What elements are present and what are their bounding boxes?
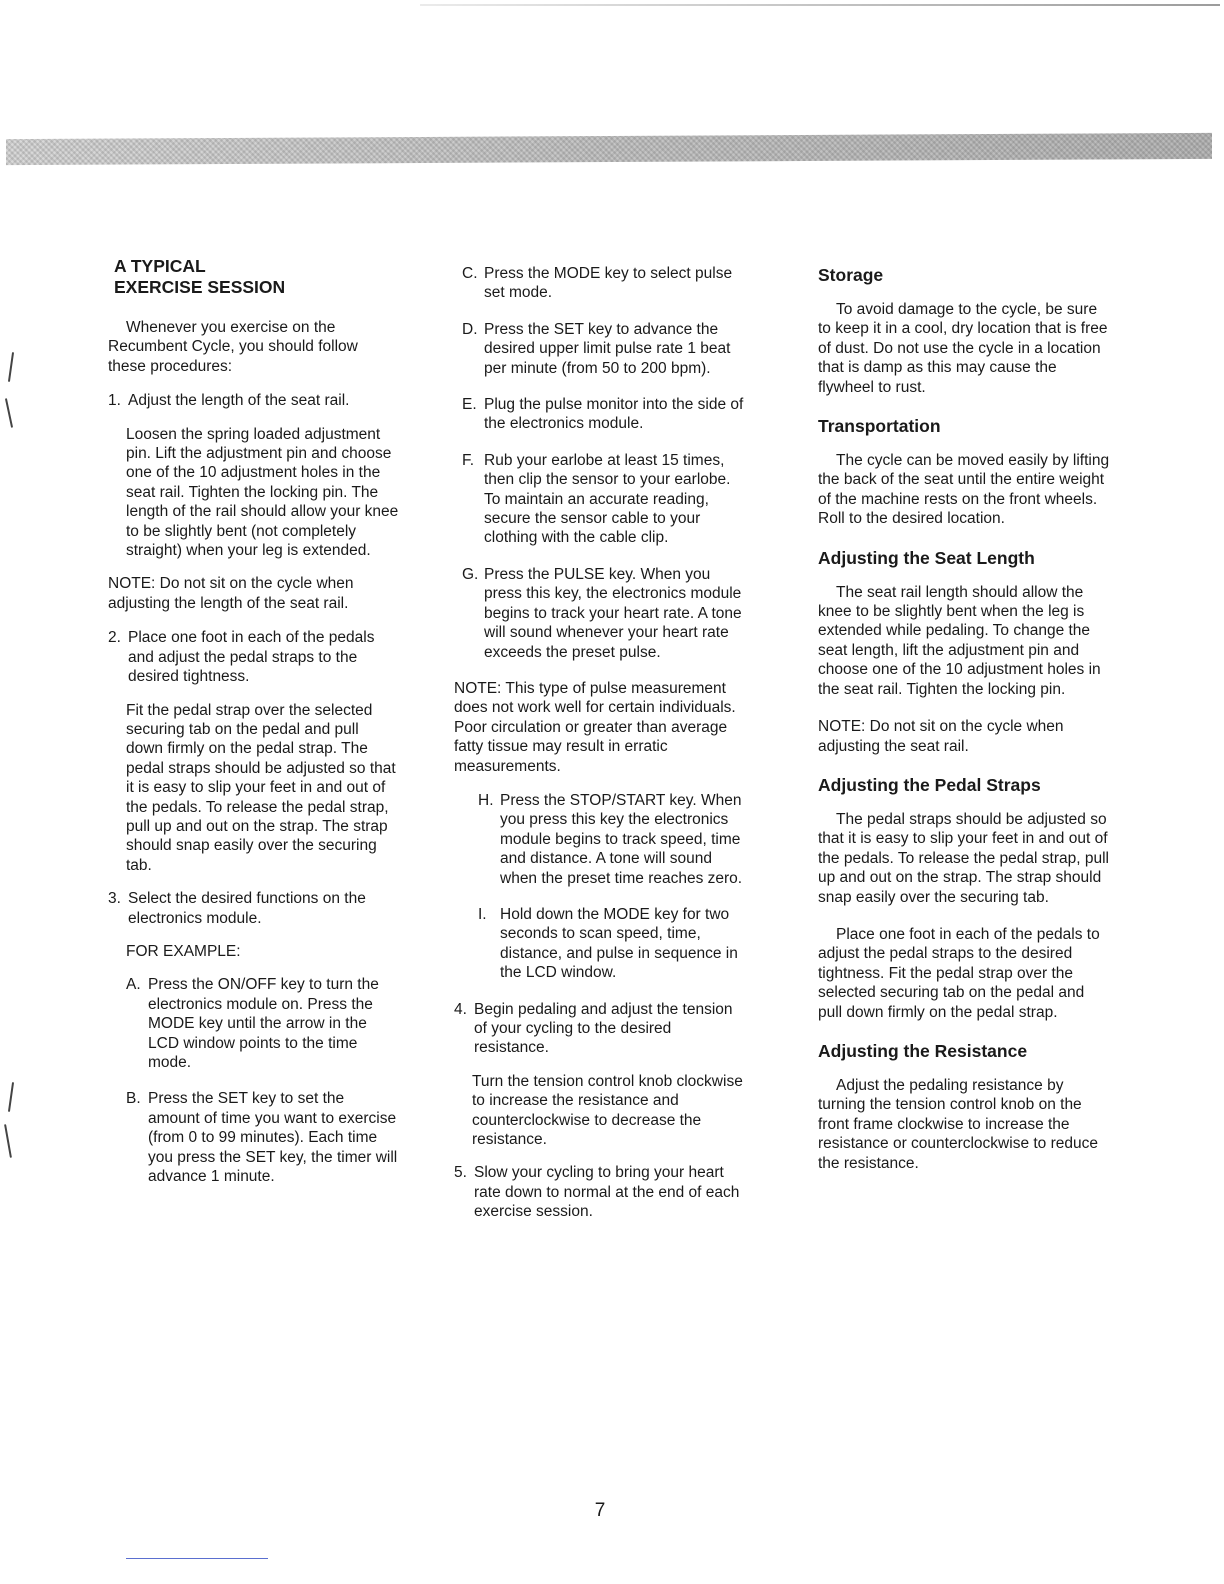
margin-mark: [8, 1082, 14, 1112]
column-right: [812, 264, 1110, 1191]
step-text: Begin pedaling and adjust the tension of your cycling to the desired resistance.: [474, 1000, 733, 1057]
step-5: [454, 1163, 749, 1221]
step-4: [454, 1000, 749, 1058]
step-letter: G.: [462, 565, 479, 583]
step-detail-text: Turn the tension control knob clockwise to increase the resistance and counterclockwise to decrease the resistance.: [472, 1072, 743, 1149]
step-b: [126, 1089, 400, 1186]
intro-paragraph: Whenever you exercise on the Recumbent Cycle, you should follow these procedures:: [108, 319, 358, 375]
column-left: [108, 256, 400, 1203]
step-text: Rub your earlobe at least 15 times, then clip the sensor to your earlobe. To maintain an accurate reading, secure the sensor cable to your clothing with the cable clip.: [484, 451, 731, 547]
step-letter: H.: [478, 791, 494, 809]
step-letter: C.: [462, 265, 478, 282]
seat-length-note: NOTE: Do not sit on the cycle when adjusting the seat rail.: [818, 718, 1064, 755]
pedal-straps-text-1: The pedal straps should be adjusted so that it is easy to slip your feet in and out of the pedals. To release the pedal strap, pull up and out on the strap. The strap should snap easily over the securing tab.: [818, 810, 1109, 906]
step-text: Press the SET key to advance the desired upper limit pulse rate 1 beat per minute (from 50 to 200 bpm).: [484, 320, 731, 377]
step-f: [462, 451, 749, 548]
step-number: 3.: [108, 890, 121, 908]
step-3-detail: [108, 942, 400, 1186]
step-number: 2.: [108, 629, 121, 647]
pedal-straps-text-2: Place one foot in each of the pedals to adjust the pedal straps to the desired tightness. Fit the pedal strap over the selected securing tab on the pedal and pull down firmly on the pedal strap.: [818, 925, 1100, 1021]
step-letter: D.: [462, 320, 478, 338]
storage-text: To avoid damage to the cycle, be sure to keep it in a cool, dry location that is free of dust. Do not use the cycle in a location that is damp as this may cause the flywheel to rust.: [818, 301, 1108, 396]
header-band: [6, 133, 1212, 165]
step-text: Slow your cycling to bring your heart rate down to normal at the end of each exercise session.: [474, 1164, 740, 1221]
step-detail-text: Loosen the spring loaded adjustment pin. Lift the adjustment pin and choose one of the 10 adjustment holes in the seat rail. Tighten the locking pin. The length of the rail should allow your knee to be slightly bent (not completely straight) when your leg is extended.: [126, 425, 399, 560]
resistance-text: Adjust the pedaling resistance by turning the tension control knob on the front frame clockwise to increase the resistance or counterclockwise to reduce the resistance.: [818, 1076, 1098, 1172]
step-text: Place one foot in each of the pedals and adjust the pedal straps to the desired tightness.: [128, 629, 375, 686]
step-i: [478, 905, 749, 983]
margin-mark: [8, 352, 14, 382]
step-text: Press the ON/OFF key to turn the electronics module on. Press the MODE key until the arrow in the LCD window points to the time mode.: [148, 976, 379, 1071]
heading-pedal-straps: Adjusting the Pedal Straps: [818, 774, 1041, 795]
step-letter: E.: [462, 396, 477, 414]
step-1-detail: [108, 425, 400, 561]
step-text: Select the desired functions on the electronics module.: [128, 890, 366, 927]
page-number: 7: [594, 1500, 606, 1521]
margin-mark: [5, 398, 13, 428]
step-number: 1.: [108, 392, 121, 410]
example-label: FOR EXAMPLE:: [126, 942, 241, 960]
footer-line: [126, 1558, 268, 1559]
transportation-text: The cycle can be moved easily by lifting the back of the seat until the entire weight of the machine rests on the front wheels. Roll to the desired location.: [818, 452, 1110, 528]
heading-storage: Storage: [818, 265, 884, 285]
heading-transportation: Transportation: [818, 416, 941, 437]
step-number: 4.: [454, 1000, 467, 1018]
section-title-line1: A TYPICAL: [114, 256, 206, 276]
step-text: Hold down the MODE key for two seconds to scan speed, time, distance, and pulse in sequence in the LCD window.: [500, 905, 738, 982]
step-2-detail: [108, 701, 400, 876]
note-pulse: NOTE: This type of pulse measurement does not work well for certain individuals. Poor circulation or greater than average fatty tissue may result in erratic measurements.: [454, 679, 736, 775]
margin-mark: [4, 1124, 12, 1158]
column-middle: [454, 264, 749, 1236]
step-detail-text: Fit the pedal strap over the selected securing tab on the pedal and pull down firmly on the pedal strap. The pedal straps should be adjusted so that it is easy to slip your feet in and out of the pedals. To release the pedal strap, pull up and out on the strap. The strap should snap easily over the securing tab.: [126, 701, 396, 874]
step-text: Press the SET key to set the amount of time you want to exercise (from 0 to 99 minutes). Each time you press the SET key, the timer will advance 1 minute.: [148, 1090, 398, 1186]
top-scan-line: [420, 4, 1220, 6]
step-letter: B.: [126, 1090, 141, 1108]
step-text: Adjust the length of the seat rail.: [128, 392, 350, 410]
section-title-line2: EXERCISE SESSION: [114, 277, 286, 297]
step-2: [108, 628, 400, 686]
step-number: 5.: [454, 1164, 467, 1182]
heading-resistance: Adjusting the Resistance: [818, 1040, 1028, 1061]
step-a: [126, 975, 400, 1072]
step-text: Plug the pulse monitor into the side of the electronics module.: [484, 396, 744, 433]
section-title: [114, 256, 400, 298]
step-g: [462, 565, 749, 662]
step-4-detail: [454, 1072, 749, 1150]
heading-seat-length: Adjusting the Seat Length: [818, 547, 1035, 568]
step-letter: A.: [126, 976, 141, 994]
step-d: [462, 320, 749, 378]
step-3: [108, 889, 400, 928]
step-text: Press the STOP/START key. When you press this key the electronics module begins to track speed, time and distance. A tone will sound when the preset time reaches zero.: [500, 791, 743, 887]
step-e: [462, 395, 749, 434]
seat-length-text: The seat rail length should allow the knee to be slightly bent when the leg is extended while pedaling. To change the seat length, lift the adjustment pin and choose one of the 10 adjustment holes in the seat rail. Tighten the locking pin.: [818, 583, 1101, 698]
step-c: [462, 264, 749, 303]
step-1: [108, 391, 400, 410]
step-text: Press the PULSE key. When you press this key, the electronics module begins to track your heart rate. A tone will sound whenever your heart rate exceeds the preset pulse.: [484, 565, 742, 661]
step-h: [478, 791, 749, 888]
step-letter: F.: [462, 451, 475, 469]
step-letter: I.: [478, 905, 487, 923]
note-seat-rail: NOTE: Do not sit on the cycle when adjusting the length of the seat rail.: [108, 575, 354, 612]
step-text: Press the MODE key to select pulse set mode.: [484, 265, 733, 302]
